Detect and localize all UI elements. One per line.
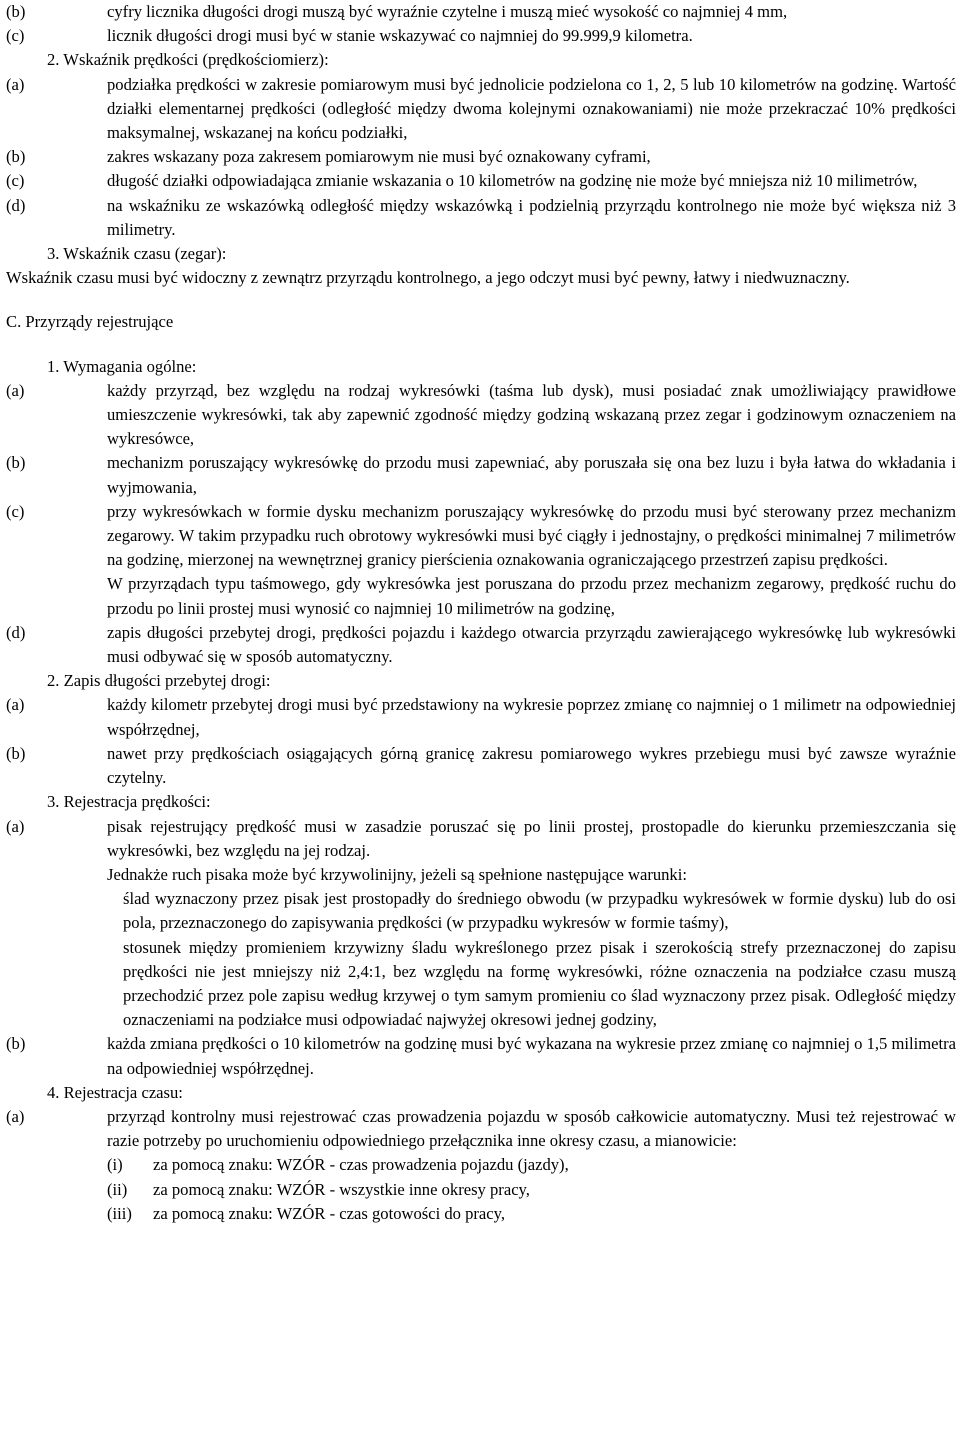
item-label: (d) — [6, 195, 26, 215]
list-item — [6, 451, 956, 499]
item-continuation: Jednakże ruch pisaka może być krzywolinijny, jeżeli są spełnione następujące warunki: — [107, 864, 687, 884]
list-item — [6, 145, 956, 169]
section-heading: 3. Wskaźnik czasu (zegar): — [47, 244, 227, 264]
item-text: przy wykresówkach w formie dysku mechanizm poruszający wykresówkę do przodu musi być sterowany przez mechanizm zegarowy. W takim przypadku ruch obrotowy wykresówki musi być ciągły i jednostajny, o prędkości minimalnej 7 milimetrów na godzinę, mierzonej na wewnętrznej granicy pierścienia oznakowania ograniczającego przestrzeń zapisu prędkości. — [107, 501, 956, 570]
spacer — [6, 290, 956, 310]
item-label: (b) — [6, 453, 26, 473]
spacer — [6, 335, 956, 355]
sub-item-label: (i) — [107, 1155, 123, 1175]
item-label: (b) — [6, 743, 26, 763]
paragraph: Wskaźnik czasu musi być widoczny z zewnątrz przyrządu kontrolnego, a jego odczyt musi być pewny, łatwy i niedwuznaczny. — [6, 268, 850, 288]
item-text: nawet przy prędkościach osiągających górną granicę zakresu pomiarowego wykres przebiegu musi być zawsze wyraźnie czytelny. — [107, 743, 956, 788]
sub-item-label: (iii) — [107, 1203, 132, 1223]
sub-item-label: (ii) — [107, 1179, 128, 1199]
list-item — [6, 73, 956, 146]
item-label: (d) — [6, 622, 26, 642]
item-label: (a) — [6, 74, 25, 94]
sub-item-text: za pomocą znaku: WZÓR - czas prowadzenia pojazdu (jazdy), — [153, 1155, 569, 1175]
sub-list-item — [6, 1153, 956, 1177]
item-label: (b) — [6, 2, 26, 21]
list-item — [6, 1105, 956, 1153]
section-heading: 1. Wymagania ogólne: — [47, 356, 197, 376]
list-item — [6, 742, 956, 790]
sub-item-text: za pomocą znaku: WZÓR - wszystkie inne okresy pracy, — [153, 1179, 530, 1199]
list-item — [6, 194, 956, 242]
item-text: długość działki odpowiadająca zmianie wskazania o 10 kilometrów na godzinę nie może być mniejsza niż 10 milimetrów, — [107, 171, 918, 191]
list-item — [6, 1032, 956, 1080]
item-text: cyfry licznika długości drogi muszą być wyraźnie czytelne i muszą mieć wysokość co najmniej 4 mm, — [107, 2, 788, 21]
item-label: (c) — [6, 171, 25, 191]
item-text: pisak rejestrujący prędkość musi w zasadzie poruszać się po linii prostej, prostopadle do kierunku przemieszczania się wykresówki, bez względu na jej rodzaj. — [107, 816, 956, 860]
document-page — [6, 0, 956, 1226]
condition-text: ślad wyznaczony przez pisak jest prostopadły do średniego obwodu (w przypadku wykresówek w formie dysku) lub do osi pola, przeznaczonego do zapisywania prędkości (w przypadku wykresów w formie taśmy), — [123, 889, 956, 933]
list-item — [6, 0, 956, 24]
sub-list-item — [6, 1202, 956, 1226]
section-heading: 2. Wskaźnik prędkości (prędkościomierz): — [47, 50, 329, 70]
sub-item-text: za pomocą znaku: WZÓR - czas gotowości do pracy, — [153, 1203, 506, 1223]
item-text: podziałka prędkości w zakresie pomiarowym musi być jednolicie podzielona co 1, 2, 5 lub 10 kilometrów na godzinę. Wartość działki elementarnej prędkości (odległość między dwoma kolejnymi oznakowaniami) nie może przekraczać 10% prędkości maksymalnej, wskazanej na końcu podziałki, — [107, 74, 956, 143]
section-heading: 3. Rejestracja prędkości: — [47, 792, 211, 812]
item-label: (c) — [6, 26, 25, 46]
chapter-heading: C. Przyrządy rejestrujące — [6, 312, 174, 332]
section-heading: 2. Zapis długości przebytej drogi: — [47, 671, 271, 691]
list-item — [6, 500, 956, 573]
item-label: (a) — [6, 380, 25, 400]
item-text: mechanizm poruszający wykresówkę do przodu musi zapewniać, aby poruszała się ona bez luzu i była łatwa do wkładania i wyjmowania, — [107, 453, 956, 497]
list-item — [6, 379, 956, 452]
item-label: (a) — [6, 695, 25, 715]
item-text: na wskaźniku ze wskazówką odległość między wskazówką i podzielnią przyrządu kontrolnego nie może być większa niż 3 milimetry. — [107, 195, 956, 239]
item-text: każdy kilometr przebytej drogi musi być przedstawiony na wykresie poprzez zmianę co najmniej o 1 milimetr na odpowiedniej współrzędnej, — [107, 695, 956, 739]
item-label: (b) — [6, 147, 26, 167]
item-text: każda zmiana prędkości o 10 kilometrów na godzinę musi być wykazana na wykresie przez zmianę co najmniej o 1,5 milimetra na odpowiedniej współrzędnej. — [107, 1034, 956, 1078]
item-text: przyrząd kontrolny musi rejestrować czas prowadzenia pojazdu w sposób całkowicie automatyczny. Musi też rejestrować w razie potrzeby po uruchomieniu odpowiedniego przełącznika inne okresy czasu, a mianowicie: — [107, 1106, 956, 1151]
item-label: (a) — [6, 816, 25, 836]
list-item — [6, 24, 956, 48]
item-label: (a) — [6, 1106, 25, 1126]
list-item — [6, 815, 956, 863]
sub-list-item — [6, 1178, 956, 1202]
item-text: każdy przyrząd, bez względu na rodzaj wykresówki (taśma lub dysk), musi posiadać znak umożliwiający prawidłowe umieszczenie wykresówki, tak aby zapewnić zgodność między godziną wskazaną przez zegar i godzinowym oznaczeniem na wykresówce, — [107, 380, 956, 449]
list-item — [6, 621, 956, 669]
condition-text: stosunek między promieniem krzywizny śladu wykreślonego przez pisak i szerokością strefy przeznaczonej do zapisu prędkości nie jest mniejszy niż 2,4:1, bez względu na formę wykresówki, różne oznaczenia na podziałce czasu muszą przechodzić przez pole zapisu według krzywej o tym samym promieniu co ślad wyznaczony przez pisak. Odległość między oznaczeniami na podziałce musi odpowiadać najwyżej okresowi jednej godziny, — [123, 937, 956, 1030]
item-label: (c) — [6, 501, 25, 521]
list-item — [6, 693, 956, 741]
item-text: zapis długości przebytej drogi, prędkości pojazdu i każdego otwarcia przyrządu zawierającego wykresówkę lub wykresówki musi odbywać się w sposób automatyczny. — [107, 622, 956, 667]
item-text: licznik długości drogi musi być w stanie wskazywać co najmniej do 99.999,9 kilometra. — [107, 26, 693, 46]
item-label: (b) — [6, 1034, 26, 1054]
item-text: zakres wskazany poza zakresem pomiarowym nie musi być oznakowany cyframi, — [107, 147, 651, 167]
item-continuation: W przyrządach typu taśmowego, gdy wykresówka jest poruszana do przodu przez mechanizm zegarowy, prędkość ruchu do przodu po linii prostej musi wynosić co najmniej 10 milimetrów na godzinę, — [107, 574, 956, 618]
section-heading: 4. Rejestracja czasu: — [47, 1082, 183, 1102]
list-item — [6, 169, 956, 193]
